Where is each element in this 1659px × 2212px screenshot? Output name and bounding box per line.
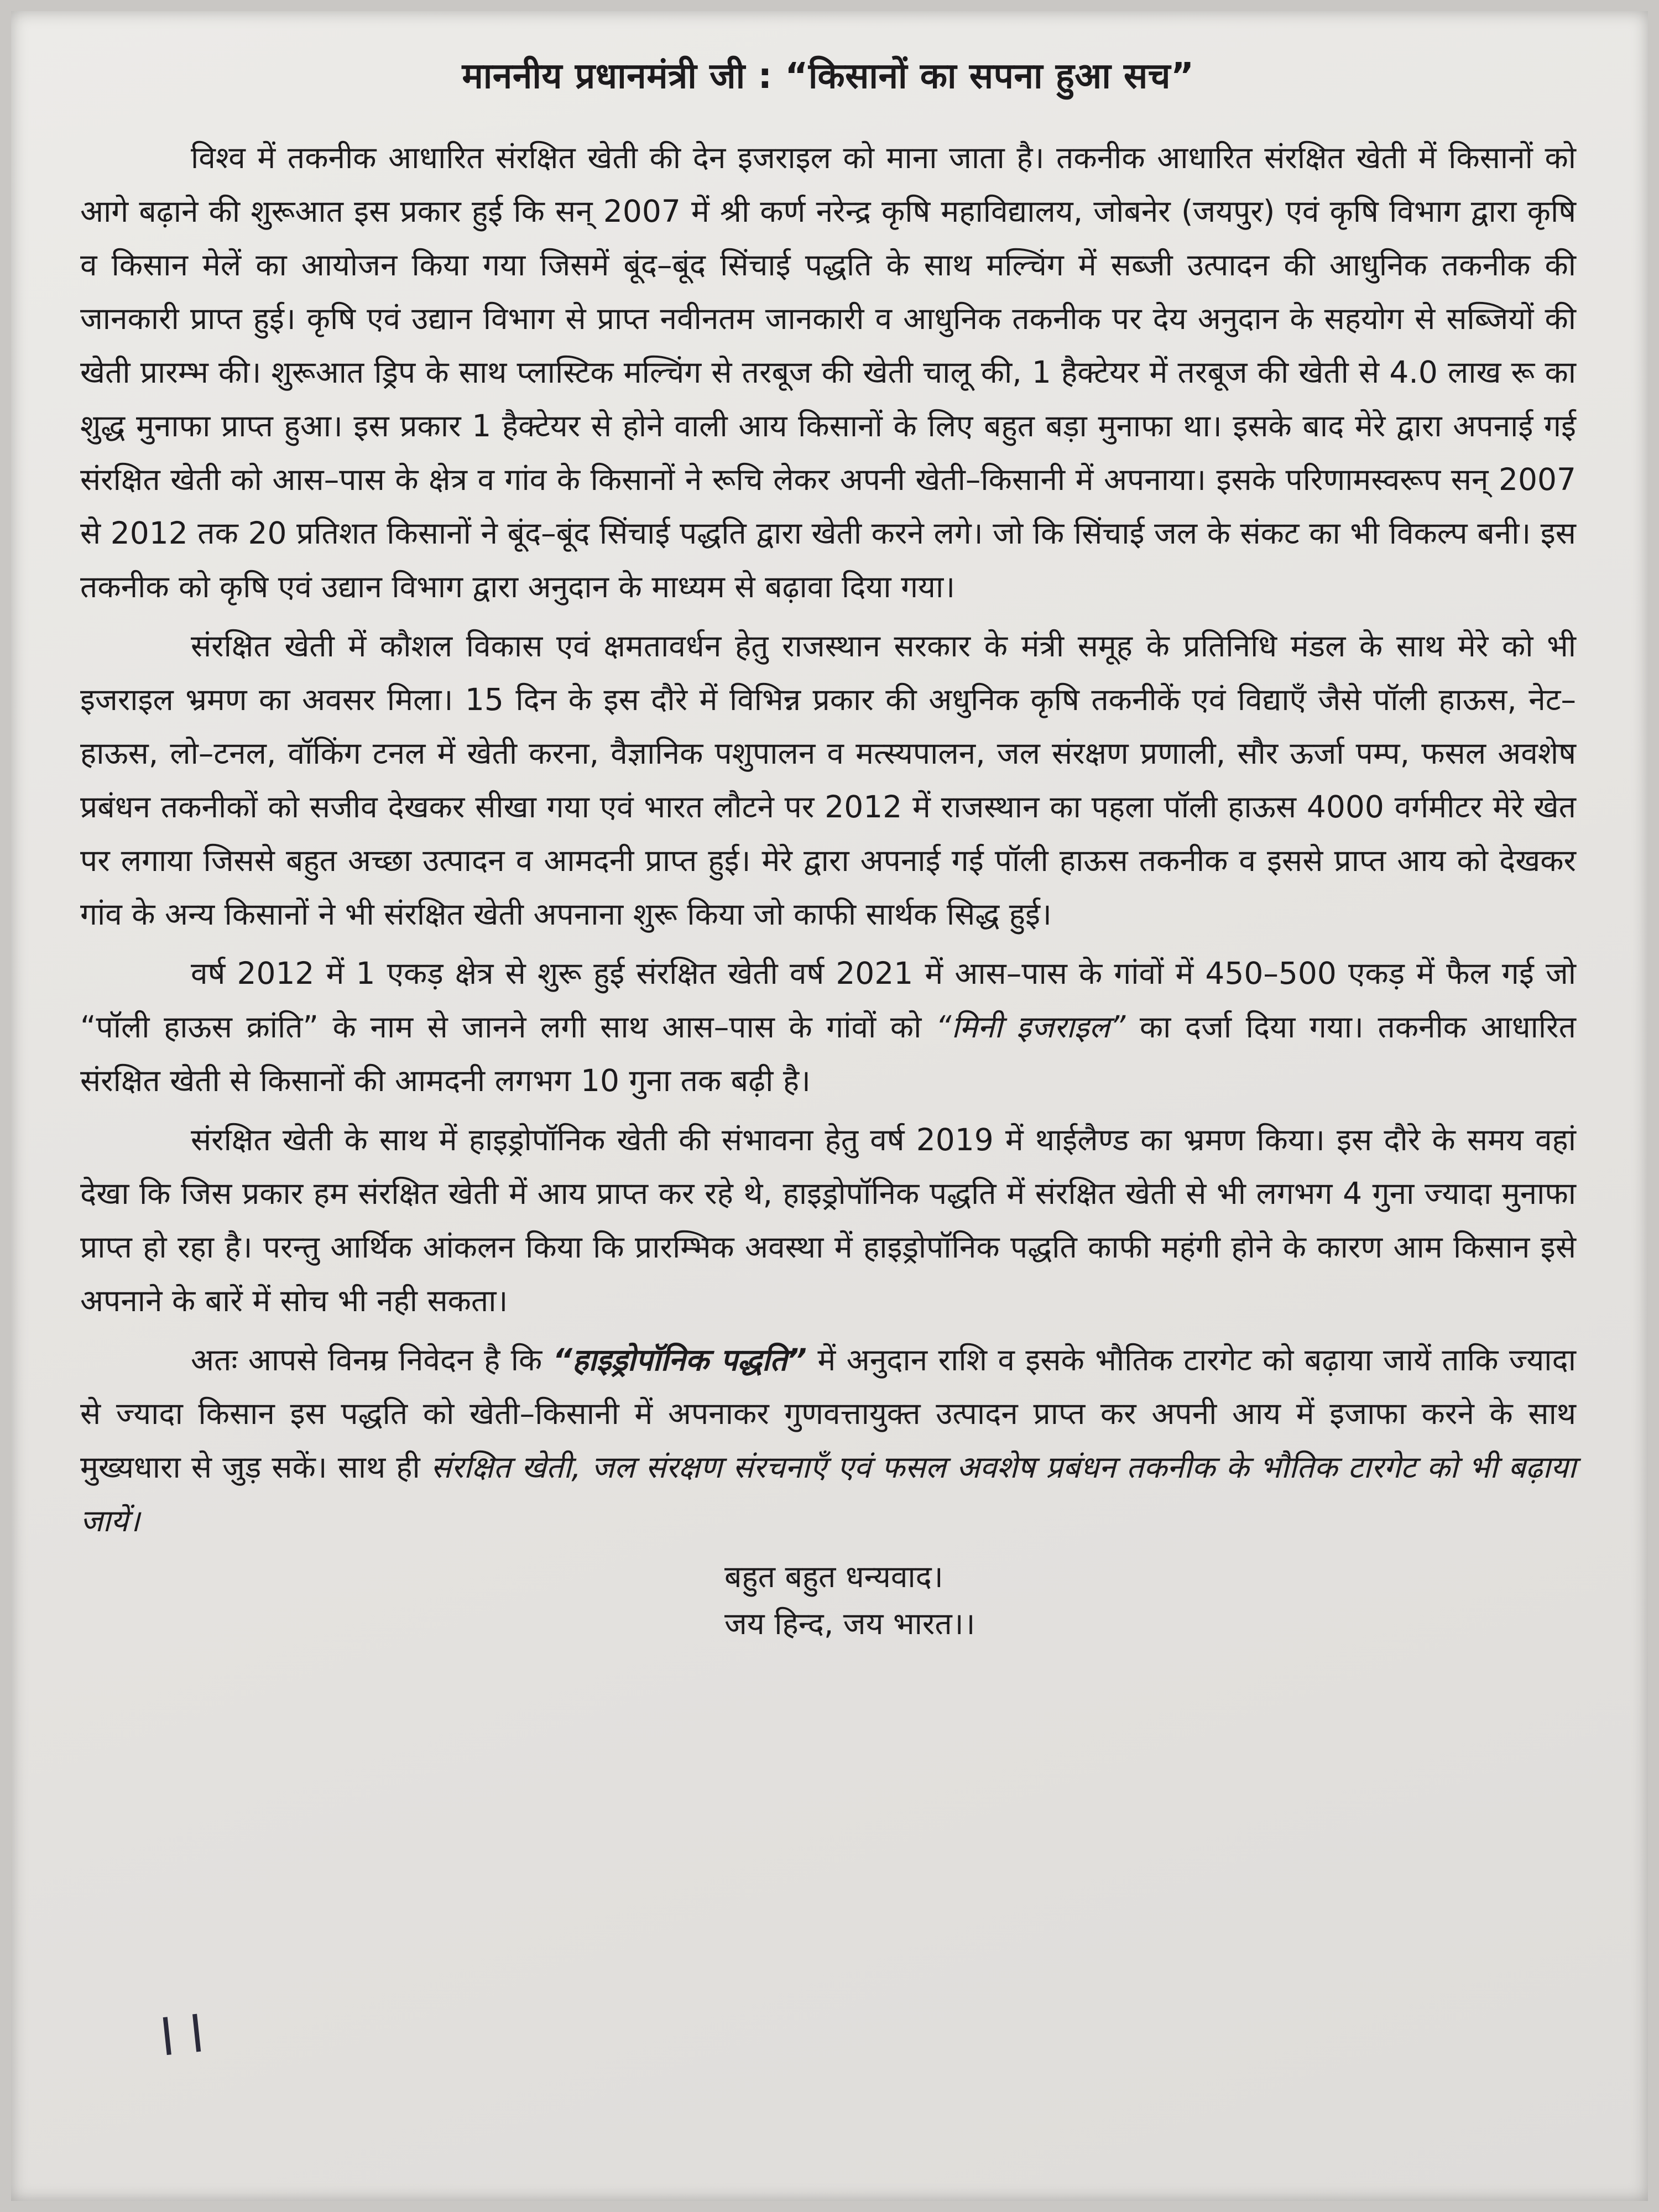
page-title: माननीय प्रधानमंत्री जी : “किसानों का सपना हुआ सच”: [462, 56, 1194, 97]
paragraph-1: विश्व में तकनीक आधारित संरक्षित खेती की देन इजराइल को माना जाता है। तकनीक आधारित संरक्षित खेती में किसानों को आगे बढ़ाने की शुरूआत इस प्रकार हुई कि सन् 2007 में श्री कर्ण नरेन्द्र कृषि महाविद्यालय, जोबनेर (जयपुर) एवं कृषि विभाग द्वारा कृषि व किसान मेलें का आयोजन किया गया जिसमें बूंद–बूंद सिंचाई पद्धति के साथ मल्चिंग में सब्जी उत्पादन की आधुनिक तकनीक की जानकारी प्राप्त हुई। कृषि एवं उद्यान विभाग से प्राप्त नवीनतम जानकारी व आधुनिक तकनीक पर देय अनुदान के सहयोग से सब्जियों की खेती प्रारम्भ की। शुरूआत ड्रिप के साथ प्लास्टिक मल्चिंग से तरबूज की खेती चालू की, 1 हैक्टेयर में तरबूज की खेती से 4.0 लाख रू का शुद्ध मुनाफा प्राप्त हुआ। इस प्रकार 1 हैक्टेयर से होने वाली आय किसानों के लिए बहुत बड़ा मुनाफा था। इसके बाद मेरे द्वारा अपनाई गई संरक्षित खेती को आस–पास के क्षेत्र व गांव के किसानों ने रूचि लेकर अपनी खेती–किसानी में अपनाया। इसके परिणामस्वरूप सन् 2007 से 2012 तक 20 प्रतिशत किसानों ने बूंद–बूंद सिंचाई पद्धति द्वारा खेती करने लगे। जो कि सिंचाई जल के संकट का भी विकल्प बनी। इस तकनीक को कृषि एवं उद्यान विभाग द्वारा अनुदान के माध्यम से बढ़ावा दिया गया।: [80, 139, 1576, 604]
paragraph-5-italic-request: संरक्षित खेती, जल संरक्षण संरचनाएँ एवं फसल अवशेष प्रबंधन तकनीक के भौतिक टारगेट को भी बढ़ाया जायें।: [80, 1449, 1576, 1538]
paragraph-5: [80, 1333, 1576, 1548]
paragraph-5-text-a: अतः आपसे विनम्र निवेदन है कि: [191, 1342, 553, 1378]
handwritten-page-mark: ا ا: [157, 2005, 207, 2068]
paragraph-3-text-a: वर्ष 2012 में 1 एकड़ क्षेत्र से शुरू हुई संरक्षित खेती वर्ष 2021 में आस–पास के गांवों में 450–500 एकड़ में फैल गई जो “पॉली हाऊस क्रांति” के नाम से जानने लगी साथ आस–पास के गांवों को: [80, 955, 1576, 1045]
document-page: [11, 11, 1648, 2201]
paragraph-4: संरक्षित खेती के साथ में हाइड्रोपॉनिक खेती की संभावना हेतु वर्ष 2019 में थाईलैण्ड का भ्रमण किया। इस दौरे के समय वहां देखा कि जिस प्रकार हम संरक्षित खेती में आय प्राप्त कर रहे थे, हाइड्रोपॉनिक पद्धति में संरक्षित खेती से भी लगभग 4 गुना ज्यादा मुनाफा प्राप्त हो रहा है। परन्तु आर्थिक आंकलन किया कि प्रारम्भिक अवस्था में हाइड्रोपॉनिक पद्धति काफी महंगी होने के कारण आम किसान इसे अपनाने के बारें में सोच भी नही सकता।: [80, 1121, 1576, 1318]
closing-thanks: बहुत बहुत धन्यवाद।: [724, 1558, 943, 1594]
closing-jai-hind: जय हिन्द, जय भारत।।: [724, 1605, 975, 1641]
closing-block: [80, 1553, 1576, 1647]
paragraph-3-text-c: का दर्जा दिया गया। तकनीक आधारित संरक्षित खेती से किसानों की आमदनी लगभग 10 गुना तक बढ़ी है।: [80, 1009, 1576, 1098]
paragraph-2: संरक्षित खेती में कौशल विकास एवं क्षमतावर्धन हेतु राजस्थान सरकार के मंत्री समूह के प्रतिनिधि मंडल के साथ मेरे को भी इजराइल भ्रमण का अवसर मिला। 15 दिन के इस दौरे में विभिन्न प्रकार की अधुनिक कृषि तकनीकें एवं विद्याएँ जैसे पॉली हाऊस, नेट–हाऊस, लो–टनल, वॉकिंग टनल में खेती करना, वैज्ञानिक पशुपालन व मत्स्यपालन, जल संरक्षण प्रणाली, सौर ऊर्जा पम्प, फसल अवशेष प्रबंधन तकनीकों को सजीव देखकर सीखा गया एवं भारत लौटने पर 2012 में राजस्थान का पहला पॉली हाऊस 4000 वर्गमीटर मेरे खेत पर लगाया जिससे बहुत अच्छा उत्पादन व आमदनी प्राप्त हुई। मेरे द्वारा अपनाई गई पॉली हाऊस तकनीक व इससे प्राप्त आय को देखकर गांव के अन्य किसानों ने भी संरक्षित खेती अपनाना शुरू किया जो काफी सार्थक सिद्ध हुई।: [80, 628, 1576, 932]
mini-israel-phrase: “मिनी इजराइल”: [935, 1009, 1126, 1045]
paragraph-3: [80, 947, 1576, 1108]
paragraph-5-text-c: में अनुदान राशि व इसके भौतिक टारगेट को बढ़ाया जायें ताकि ज्यादा से ज्यादा किसान इस पद्धति को खेती–किसानी में अपनाकर गुणवत्तायुक्त उत्पादन प्राप्त कर अपनी आय में इजाफा करने के साथ मुख्यधारा से जुड़ सकें। साथ ही: [80, 1342, 1576, 1485]
hydroponic-phrase: “हाइड्रोपॉनिक पद्धति”: [552, 1342, 807, 1378]
